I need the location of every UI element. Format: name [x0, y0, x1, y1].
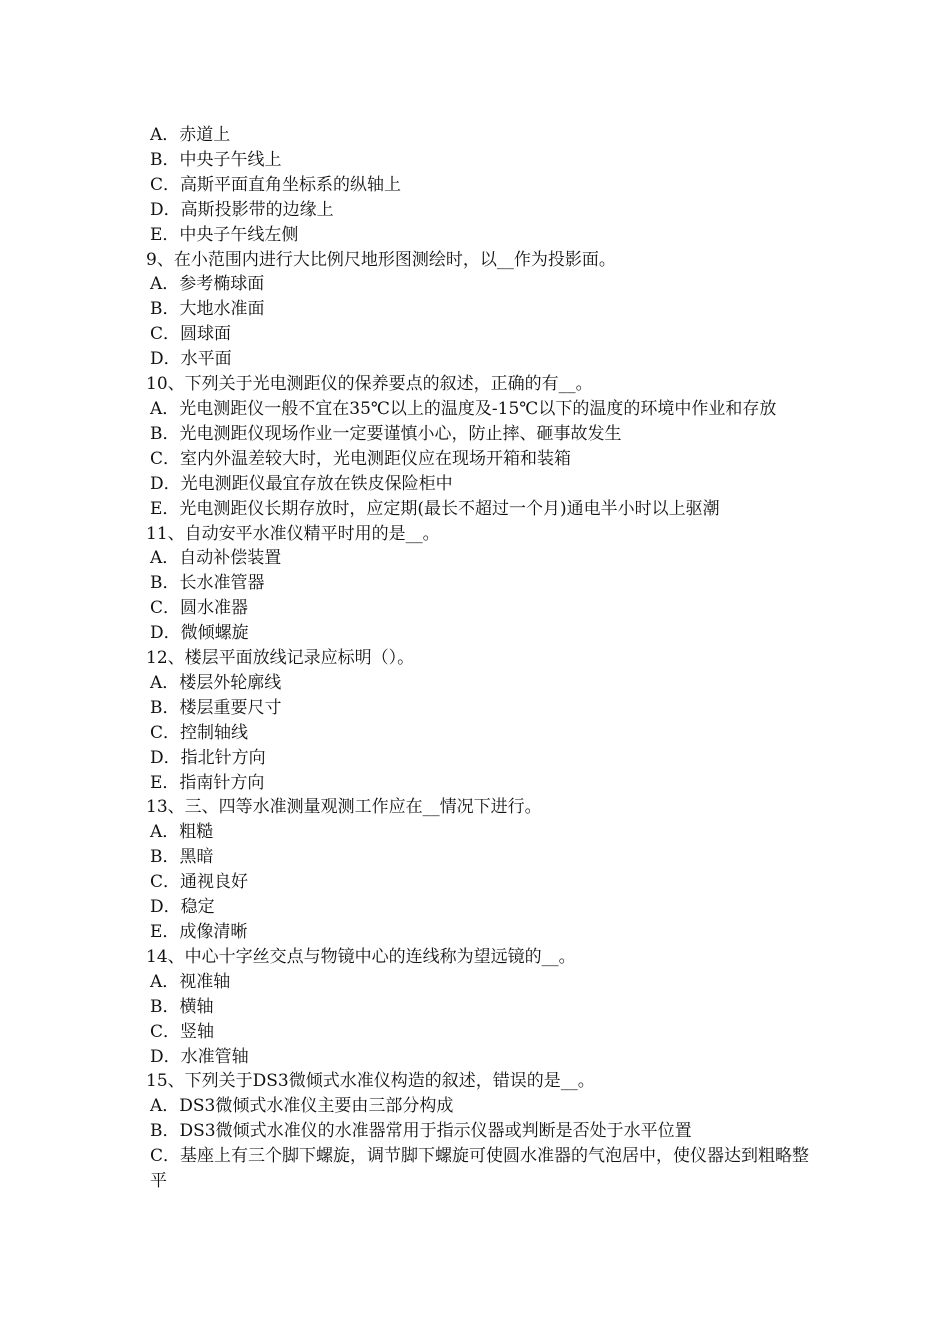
option-line: C．基座上有三个脚下螺旋，调节脚下螺旋可使圆水准器的气泡居中，使仪器达到粗略整平 — [150, 1146, 810, 1192]
option-line: A．参考椭球面 — [150, 274, 265, 295]
option-line: C．室内外温差较大时，光电测距仪应在现场开箱和装箱 — [150, 448, 572, 469]
option-line: E．指南针方向 — [150, 772, 265, 793]
option-line: A．赤道上 — [150, 125, 231, 145]
option-line: D．指北针方向 — [150, 747, 266, 768]
option-line: E．中央子午线左侧 — [150, 224, 299, 245]
option-line: A．粗糙 — [150, 822, 214, 843]
option-line: C．竖轴 — [150, 1021, 215, 1042]
option-line: C．高斯平面直角坐标系的纵轴上 — [150, 174, 402, 195]
option-line: D．微倾螺旋 — [150, 623, 249, 644]
option-line: A．楼层外轮廓线 — [150, 672, 282, 693]
option-line: B．中央子午线上 — [150, 149, 282, 170]
question-line: 11、自动安平水准仪精平时用的是__。 — [146, 523, 440, 544]
option-line: C．通视良好 — [150, 872, 249, 893]
option-line: C．圆球面 — [150, 324, 232, 345]
option-line: D．光电测距仪最宜存放在铁皮保险柜中 — [150, 473, 453, 494]
option-line: B．光电测距仪现场作业一定要谨慎小心，防止摔、砸事故发生 — [150, 423, 622, 444]
option-line: A．视准轴 — [150, 971, 231, 992]
question-line: 15、下列关于DS3微倾式水准仪构造的叙述，错误的是__。 — [146, 1071, 595, 1092]
option-line: E．成像清晰 — [150, 922, 248, 942]
question-list — [146, 123, 810, 1194]
option-line: C．圆水准器 — [150, 598, 249, 619]
option-line: D．水平面 — [150, 349, 232, 370]
question-line: 10、下列关于光电测距仪的保养要点的叙述，正确的有__。 — [146, 374, 593, 395]
option-line: B．横轴 — [150, 996, 214, 1017]
option-line: A．光电测距仪一般不宜在35℃以上的温度及-15℃以下的温度的环境中作业和存放 — [150, 398, 777, 419]
option-line: B．长水准管器 — [150, 573, 265, 594]
option-line: A．DS3微倾式水准仪主要由三部分构成 — [150, 1096, 454, 1117]
question-line: 14、中心十字丝交点与物镜中心的连线称为望远镜的__。 — [146, 946, 576, 967]
option-line: B．DS3微倾式水准仪的水准器常用于指示仪器或判断是否处于水平位置 — [150, 1121, 692, 1142]
option-line: D．水准管轴 — [150, 1046, 249, 1067]
option-line: D．稳定 — [150, 897, 215, 918]
option-line: B．楼层重要尺寸 — [150, 697, 282, 718]
question-line: 9、在小范围内进行大比例尺地形图测绘时，以__作为投影面。 — [146, 249, 616, 270]
option-line: D．高斯投影带的边缘上 — [150, 199, 334, 220]
question-line: 12、楼层平面放线记录应标明（）。 — [146, 648, 415, 669]
option-line: B．大地水准面 — [150, 299, 265, 320]
option-line: A．自动补偿装置 — [150, 548, 282, 569]
option-line: C．控制轴线 — [150, 722, 249, 743]
option-line: E．光电测距仪长期存放时，应定期(最长不超过一个月)通电半小时以上驱潮 — [150, 498, 720, 519]
option-line: B．黑暗 — [150, 847, 214, 868]
question-line: 13、三、四等水准测量观测工作应在__情况下进行。 — [146, 797, 542, 818]
